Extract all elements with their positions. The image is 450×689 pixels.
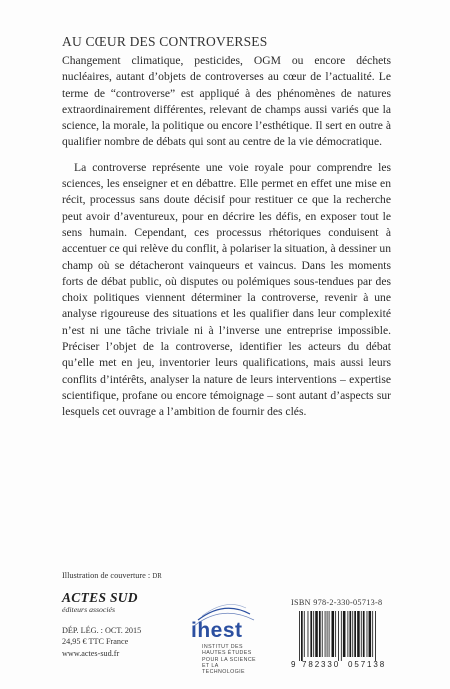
barcode-bar [299,611,300,661]
barcode-bar [304,611,305,657]
barcode-bar [338,611,339,661]
barcode [291,611,397,669]
blurb-paragraph-1: Changement climatique, pesticides, OGM ou encore déchets nucléaires, autant d’objets de controverses au cœur de l’actualité. Le terme de “controverse” est appliqué à des phénomènes de natures extraordinairement différentes, relevant de champs aussi variés que la science, la morale, la politique ou encore l’esthétique. Il sert en outre à qualifier nombre de débats qui sont au centre de la vie démocratique. [62,54,391,149]
legal-deposit: DÉP. LÉG. : OCT. 2015 [62,626,142,635]
page-title: AU CŒUR DES CONTROVERSES [62,34,268,49]
barcode-bar [310,611,312,657]
barcode-bar [301,611,303,661]
ihest-name: ihest [191,619,243,642]
barcode-bar [308,611,309,657]
blurb-paragraph-2: La controverse représente une voie royale pour comprendre les sciences, les enseigner et en débattre. Elle permet en effet une mise en récit, processus sans doute décisif pour restituer ce que la recherche peut avoir d’aventureux, pour en décrire les défis, en exposer tout le sens humain. Cependant, ces processus rhétoriques conduisent à accentuer ce qui relève du conflit, à polariser la situation, à dessiner un champ où se détacheront vainqueurs et vaincus. Dans les moments forts de débat public, où disputes ou polémiques sous-tendues par des choix politiques viennent déterminer la controverse, revenir à une analyse rigoureuse des situations et les qualifier dans leur complexité n’est ni une tâche triviale ni à l’inverse une entreprise impossible. Préciser l’objet de la controverse, identifier les acteurs du débat qu’elle met en jeu, inventorier leurs qualifications, mais aussi leurs conflits d’intérêts, analyser la nature de leurs interventions – expertise scientifique, profane ou encore témoignage – sont autant d’aspects sur lesquels cet ouvrage a l’ambition de fournir des clés. [62,160,392,419]
ihest-logo [188,600,260,676]
barcode-bar [347,611,348,657]
barcode-bar [313,611,314,657]
barcode-bar [343,611,346,657]
barcode-bar [315,611,318,657]
barcode-lead-digit: 9 [291,660,296,669]
barcode-bar [332,611,335,657]
barcode-bar [367,611,368,657]
barcode-bar [363,611,365,657]
barcode-bar [349,611,351,657]
barcode-bars [299,611,376,661]
barcode-bar [322,611,323,657]
ihest-line: HAUTES ÉTUDES [202,650,252,657]
barcode-bar [325,611,326,657]
barcode-bar [369,611,372,657]
barcode-bar [341,611,342,661]
cover-credit [62,571,162,580]
barcode-bar [372,611,373,657]
barcode-bar [335,611,336,657]
publisher-subtitle: éditeurs associés [62,605,116,614]
legal-info [62,625,141,659]
ihest-line: POUR LA SCIENCE [202,656,256,663]
barcode-bar [352,611,353,657]
barcode-bar [327,611,328,657]
price: 24,95 € TTC France [62,637,129,647]
blurb-text [62,53,391,421]
publisher-name: ACTES SUD [62,590,138,605]
website: www.actes-sud.fr [62,648,120,658]
cover-credit-label: Illustration de couverture : [62,571,153,580]
barcode-bar [354,611,356,657]
barcode-bar [361,611,362,657]
ihest-subtitle [202,644,262,675]
isbn: ISBN 978-2-330-05713-8 [291,598,383,607]
barcode-right-digits: 057138 [348,660,387,669]
barcode-bar [329,611,330,657]
barcode-bar [357,611,360,657]
barcode-left-digits: 782330 [302,660,341,669]
publisher-logo [62,590,138,614]
ihest-line: INSTITUT DES [202,644,243,650]
ihest-line: ET LA TECHNOLOGIE [202,662,245,676]
barcode-bar [375,611,376,661]
cover-credit-value: DR [152,573,162,580]
barcode-bar [319,611,321,657]
